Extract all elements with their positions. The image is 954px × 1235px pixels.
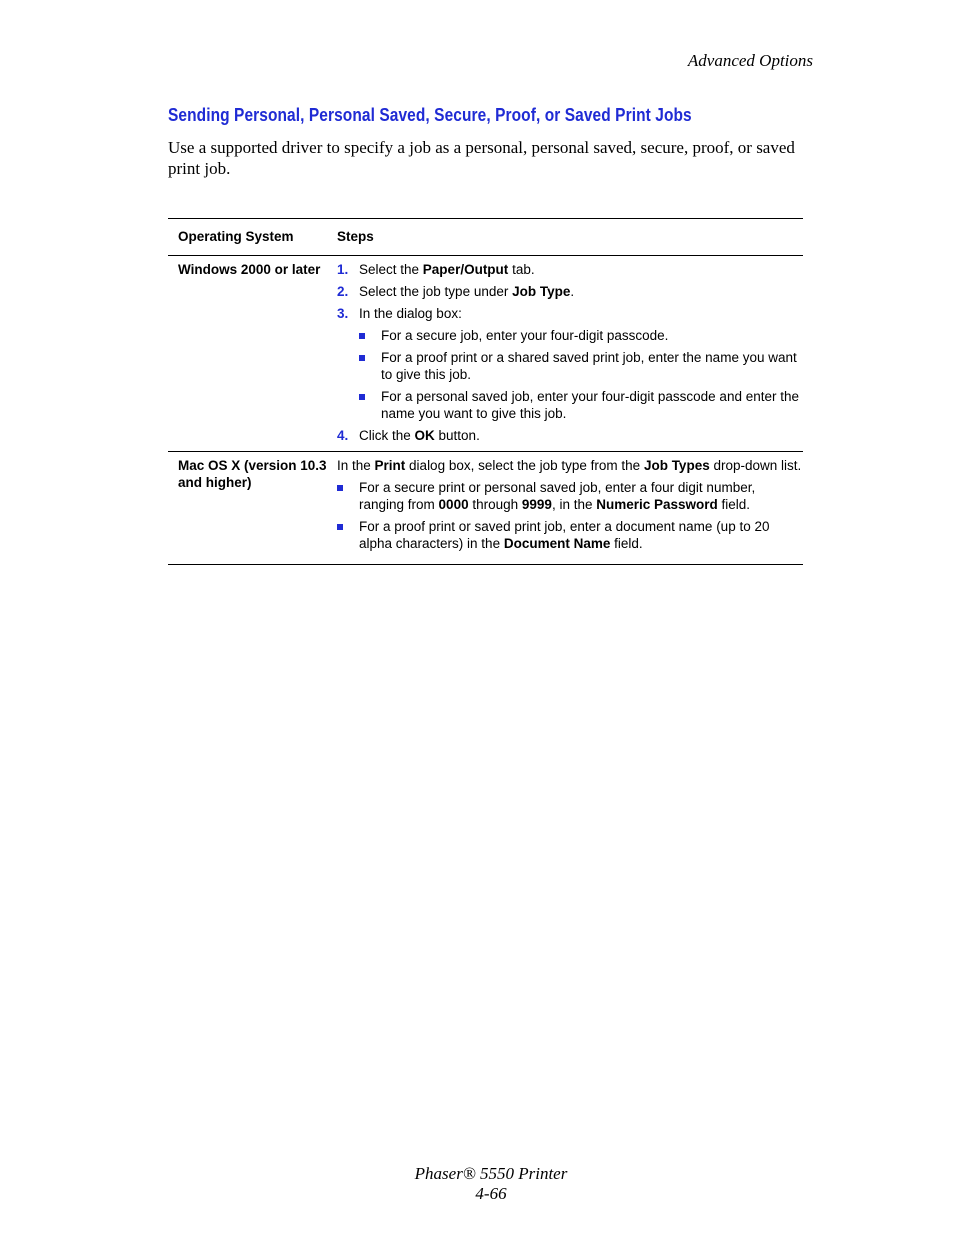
mac-intro-text: In the Print dialog box, select the job type from the Job Types drop-down list. [337, 458, 802, 473]
os-name-windows: Windows 2000 or later [178, 262, 321, 277]
dialog-box-bullets [359, 327, 803, 422]
windows-step-3: 3. In the dialog box: For a secure job, enter your four-digit passcode. For a proof print or a shared saved print job, enter the name you want to give this job. For a personal saved job, enter your four-digit passcode and enter the name you want to give this job. [337, 305, 803, 422]
square-bullet-icon [337, 485, 343, 491]
square-bullet-icon [359, 355, 365, 361]
square-bullet-icon [337, 524, 343, 530]
square-bullet-icon [359, 394, 365, 400]
intro-paragraph: Use a supported driver to specify a job as a personal, personal saved, secure, proof, or saved print job. [168, 138, 795, 178]
square-bullet-icon [359, 333, 365, 339]
step-number: 3. [337, 306, 349, 321]
footer-page-number: 4-66 [475, 1184, 507, 1203]
windows-steps-list [337, 261, 803, 444]
list-item: For a proof print or saved print job, enter a document name (up to 20 alpha characters) in the Document Name field. [337, 518, 803, 552]
step-number: 2. [337, 284, 349, 299]
steps-table [168, 218, 803, 565]
footer-product-name: Phaser® 5550 Printer [414, 1164, 568, 1183]
list-item: For a secure print or personal saved job, enter a four digit number, ranging from 0000 through 9999, in the Numeric Password field. [337, 479, 803, 513]
table-row-mac [168, 452, 803, 565]
list-item: For a secure job, enter your four-digit passcode. [359, 327, 803, 344]
header-operating-system: Operating System [178, 229, 294, 244]
list-item: For a proof print or a shared saved print job, enter the name you want to give this job. [359, 349, 803, 383]
section-title: Sending Personal, Personal Saved, Secure, Proof, or Saved Print Jobs [168, 105, 692, 125]
step-number: 4. [337, 428, 349, 443]
step-number: 1. [337, 262, 349, 277]
windows-step-1: 1. Select the Paper/Output tab. [337, 262, 535, 277]
header-steps: Steps [337, 229, 374, 244]
table-header-row [168, 219, 803, 256]
table-row-windows [168, 256, 803, 452]
os-name-mac: Mac OS X (version 10.3 and higher) [178, 458, 327, 490]
windows-step-4: 4. Click the OK button. [337, 428, 480, 443]
mac-bullets [337, 479, 803, 552]
list-item: For a personal saved job, enter your four-digit passcode and enter the name you want to give this job. [359, 388, 803, 422]
windows-step-2: 2. Select the job type under Job Type. [337, 284, 575, 299]
page-footer [0, 1164, 954, 1204]
running-header: Advanced Options [687, 51, 813, 70]
